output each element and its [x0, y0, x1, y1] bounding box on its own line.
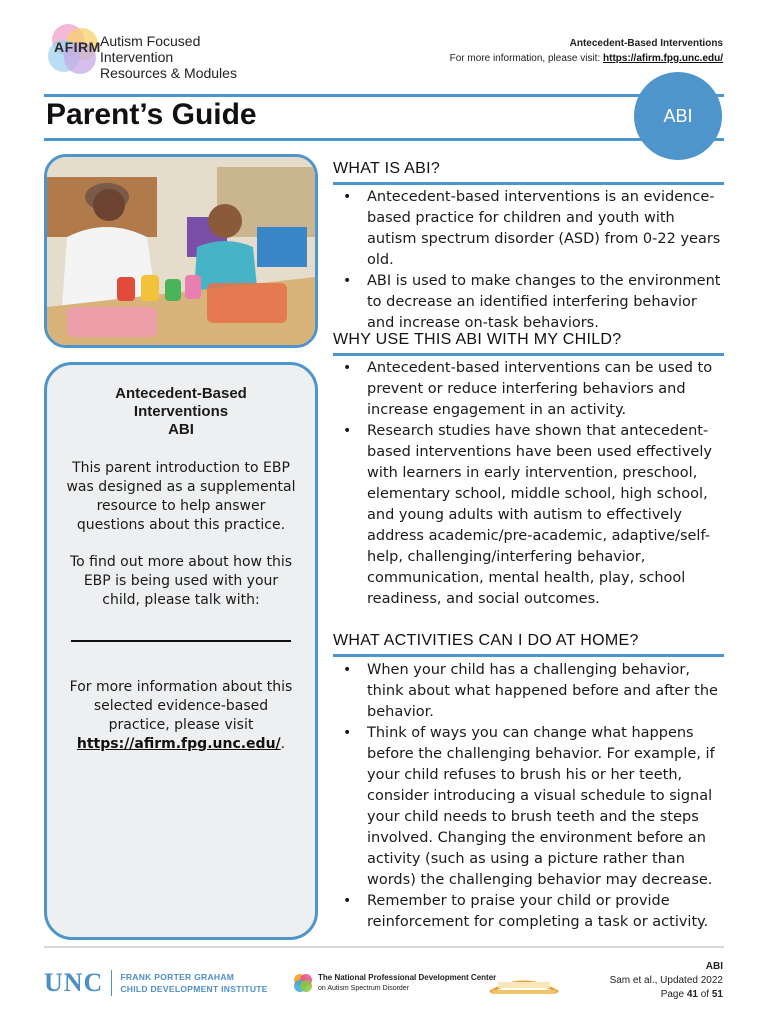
list-item: • Remember to praise your child or provide reinforcement for completing a task or activity.: [333, 891, 724, 933]
fpg-line1: FRANK PORTER GRAHAM: [120, 972, 235, 982]
fpg-text: [120, 971, 267, 995]
page-number: [610, 988, 723, 1002]
npdc-text: [318, 973, 496, 994]
abi-badge: ABI: [634, 72, 722, 160]
classroom-photo: [44, 154, 318, 348]
afirm-logo-text: AFIRM: [54, 39, 101, 55]
title-rule-top: [44, 94, 724, 97]
card-title-line1: Antecedent-Based: [115, 385, 247, 402]
org-name: [100, 33, 270, 81]
section-rule-why-use: [333, 353, 724, 356]
card-title: [65, 385, 297, 439]
why-use-list: [333, 358, 724, 610]
doc-info: [450, 38, 723, 64]
npdc-icon: [292, 972, 314, 994]
list-item: • When your child has a challenging behavior, think about what happened before and after the behavior.: [333, 660, 724, 723]
list-item: • Antecedent-based interventions is an evidence-based practice for children and youth with autism spectrum disorder (ASD) from 0-22 years old.: [333, 187, 724, 271]
org-name-line2: Resources & Modules: [100, 65, 237, 81]
list-item: • Antecedent-based interventions can be used to prevent or reduce interfering behaviors and increase engagement in an activity.: [333, 358, 724, 421]
unc-mark: UNC: [44, 968, 104, 997]
npdc-logo: [292, 972, 496, 994]
footer-rule: [44, 946, 724, 948]
page-current: 41: [686, 989, 698, 1000]
section-rule-activities: [333, 654, 724, 657]
section-heading-what-is: WHAT IS ABI?: [333, 160, 441, 177]
doc-title: Antecedent-Based Interventions: [569, 38, 723, 49]
info-card: [44, 362, 318, 940]
card-more-info: [65, 678, 297, 754]
footer-abi: ABI: [705, 961, 723, 972]
section-heading-activities: WHAT ACTIVITIES CAN I DO AT HOME?: [333, 632, 639, 649]
what-is-list: [333, 187, 724, 334]
list-item: • Think of ways you can change what happens before the challenging behavior. For example, if your child refuses to brush his or her teeth, consider introducing a visual schedule to signal your child needs to brush teeth and the steps involved. Changing the environment before an activity (such as using a picture rather than words) the challenging behavior may decrease.: [333, 723, 724, 891]
unc-divider: [111, 970, 112, 996]
header-afirm-link[interactable]: https://afirm.fpg.unc.edu/: [603, 53, 723, 64]
page-of: of: [697, 989, 712, 1000]
more-info-line: [450, 53, 723, 64]
card-link-suffix: .: [280, 736, 286, 752]
card-more-info-text: For more information about this selected evidence-based practice, please visit: [69, 679, 293, 733]
org-name-line1: Autism Focused Intervention: [100, 33, 201, 65]
classroom-photo-illustration: [47, 157, 315, 345]
citation: Sam et al., Updated 2022: [609, 975, 723, 986]
afirm-logo: [44, 22, 100, 74]
activities-list: [333, 660, 724, 933]
list-item: • ABI is used to make changes to the environment to decrease an identified interfering behavior and increase on-task behaviors.: [333, 271, 724, 334]
ntac-logo-icon: [488, 972, 560, 998]
card-title-line2: Interventions: [133, 403, 229, 420]
page-title: Parent’s Guide: [46, 98, 257, 131]
fpg-line2: CHILD DEVELOPMENT INSTITUTE: [120, 984, 268, 994]
more-info-prefix: For more information, please visit:: [449, 53, 603, 64]
list-item: • Research studies have shown that antecedent-based interventions have been used effectively with learners in early intervention, preschool, elementary school, middle school, high school, and young adults with autism to effectively address academic/pre-academic, adaptive/self-help, challenging/interfering behavior, communication, mental health, play, school readiness, and social outcomes.: [333, 421, 724, 610]
card-intro: This parent introduction to EBP was designed as a supplemental resource to help answer questions about this practice.: [66, 460, 296, 533]
npdc-line1: The National Professional Development Center: [318, 972, 497, 982]
card-find-out: To find out more about how this EBP is being used with your child, please talk with:: [69, 554, 293, 608]
title-rule-bottom: [44, 138, 724, 141]
card-title-line3: ABI: [168, 421, 194, 438]
card-afirm-link[interactable]: https://afirm.fpg.unc.edu/: [76, 736, 281, 752]
unc-fpg-logo: [44, 968, 268, 998]
page-prefix: Page: [660, 989, 687, 1000]
page-total: 51: [711, 989, 723, 1000]
signature-line: [71, 640, 291, 642]
section-rule-what-is: [333, 182, 724, 185]
npdc-line2: on Autism Spectrum Disorder: [318, 984, 410, 992]
section-heading-why-use: WHY USE THIS ABI WITH MY CHILD?: [333, 331, 622, 348]
footer-citation: [610, 960, 723, 1002]
